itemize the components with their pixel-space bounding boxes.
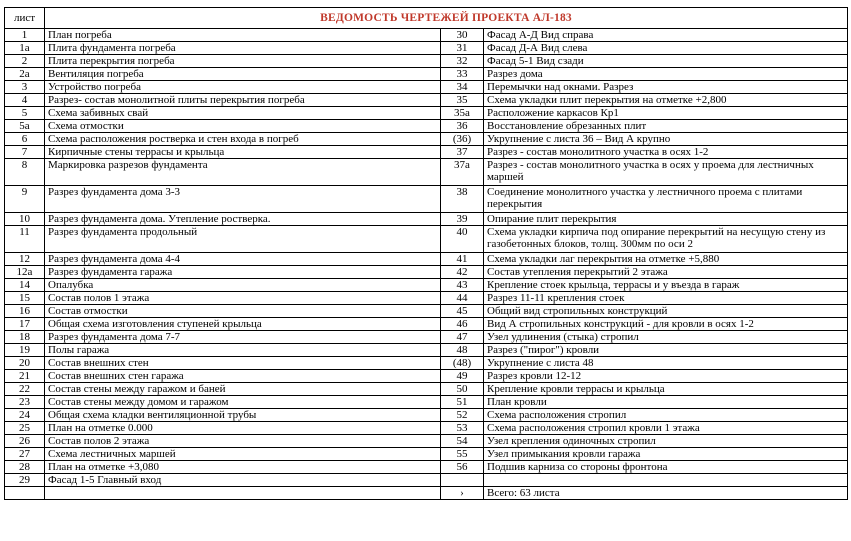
right-sheet-number: 33 <box>441 68 484 81</box>
left-sheet-number: 2 <box>5 55 45 68</box>
right-sheet-title: Расположение каркасов Кр1 <box>484 107 848 120</box>
left-sheet-title: Разрез фундамента дома. Утепление ростверка. <box>45 213 441 226</box>
left-sheet-number: 28 <box>5 461 45 474</box>
right-sheet-number <box>441 474 484 487</box>
left-sheet-title: Плита фундамента погреба <box>45 42 441 55</box>
right-sheet-title: Крепление кровли террасы и крыльца <box>484 383 848 396</box>
left-sheet-number: 4 <box>5 94 45 107</box>
left-sheet-title: Схема расположения ростверка и стен входа в погреб <box>45 133 441 146</box>
left-sheet-number: 20 <box>5 357 45 370</box>
table-row <box>5 133 848 146</box>
table-row <box>5 213 848 226</box>
right-sheet-number: 53 <box>441 422 484 435</box>
drawings-register-table <box>4 7 848 500</box>
left-sheet-number: 27 <box>5 448 45 461</box>
right-sheet-number: 45 <box>441 305 484 318</box>
right-sheet-number: 48 <box>441 344 484 357</box>
right-sheet-number: 54 <box>441 435 484 448</box>
right-sheet-number: 46 <box>441 318 484 331</box>
table-row <box>5 305 848 318</box>
right-sheet-title: Фасад А-Д Вид справа <box>484 29 848 42</box>
table-row <box>5 344 848 357</box>
left-sheet-number: 6 <box>5 133 45 146</box>
right-sheet-title: Узел примыкания кровли гаража <box>484 448 848 461</box>
left-sheet-number: 17 <box>5 318 45 331</box>
left-sheet-number: 24 <box>5 409 45 422</box>
right-sheet-number: 37 <box>441 146 484 159</box>
right-sheet-title: Опирание плит перекрытия <box>484 213 848 226</box>
table-row <box>5 292 848 305</box>
right-sheet-number: 52 <box>441 409 484 422</box>
left-sheet-number: 21 <box>5 370 45 383</box>
right-sheet-number: 40 <box>441 226 484 253</box>
table-row <box>5 435 848 448</box>
right-sheet-title: Подшив карниза со стороны фронтона <box>484 461 848 474</box>
right-sheet-number: (36) <box>441 133 484 146</box>
right-sheet-title: Схема расположения стропил кровли 1 этажа <box>484 422 848 435</box>
table-row <box>5 55 848 68</box>
right-sheet-title: Общий вид стропильных конструкций <box>484 305 848 318</box>
left-sheet-number: 12а <box>5 266 45 279</box>
right-sheet-title: Схема укладки плит перекрытия на отметке +2,800 <box>484 94 848 107</box>
table-row <box>5 409 848 422</box>
table-row <box>5 487 848 500</box>
right-sheet-number: 42 <box>441 266 484 279</box>
right-sheet-title: Разрез кровли 12-12 <box>484 370 848 383</box>
left-sheet-title: План на отметке +3,080 <box>45 461 441 474</box>
right-sheet-title: Разрез ("пирог") кровли <box>484 344 848 357</box>
table-row <box>5 383 848 396</box>
left-sheet-number: 18 <box>5 331 45 344</box>
right-sheet-number: 49 <box>441 370 484 383</box>
left-sheet-number: 16 <box>5 305 45 318</box>
left-sheet-title: Вентиляция погреба <box>45 68 441 81</box>
table-row <box>5 81 848 94</box>
right-sheet-title <box>484 474 848 487</box>
left-sheet-title: Опалубка <box>45 279 441 292</box>
left-sheet-title: Разрез фундамента продольный <box>45 226 441 253</box>
left-sheet-number: 10 <box>5 213 45 226</box>
right-sheet-title: Разрез - состав монолитного участка в осях 1-2 <box>484 146 848 159</box>
right-sheet-number: 43 <box>441 279 484 292</box>
left-sheet-title: Разрез фундамента дома 4-4 <box>45 253 441 266</box>
left-sheet-number: 26 <box>5 435 45 448</box>
right-sheet-title: Состав утепления перекрытий 2 этажа <box>484 266 848 279</box>
left-sheet-title: Фасад 1-5 Главный вход <box>45 474 441 487</box>
left-sheet-number: 8 <box>5 159 45 186</box>
left-sheet-title: Состав внешних стен гаража <box>45 370 441 383</box>
left-sheet-title: План на отметке 0.000 <box>45 422 441 435</box>
right-sheet-number: 36 <box>441 120 484 133</box>
left-sheet-number: 29 <box>5 474 45 487</box>
table-row <box>5 146 848 159</box>
left-sheet-number: 7 <box>5 146 45 159</box>
table-row <box>5 318 848 331</box>
table-row <box>5 279 848 292</box>
left-sheet-title: Разрез фундамента гаража <box>45 266 441 279</box>
table-row <box>5 370 848 383</box>
left-sheet-title: Схема отмостки <box>45 120 441 133</box>
right-sheet-title: Укрупнение с листа 48 <box>484 357 848 370</box>
register-body <box>5 29 848 500</box>
left-sheet-title: Полы гаража <box>45 344 441 357</box>
right-sheet-number: 47 <box>441 331 484 344</box>
right-sheet-number: 51 <box>441 396 484 409</box>
left-sheet-number: 1 <box>5 29 45 42</box>
left-sheet-title: Схема лестничных маршей <box>45 448 441 461</box>
right-sheet-number: 56 <box>441 461 484 474</box>
left-sheet-number: 14 <box>5 279 45 292</box>
right-sheet-title: Перемычки над окнами. Разрез <box>484 81 848 94</box>
left-sheet-number: 9 <box>5 186 45 213</box>
left-sheet-title: Разрез фундамента дома 7-7 <box>45 331 441 344</box>
left-sheet-number: 3 <box>5 81 45 94</box>
left-sheet-number: 23 <box>5 396 45 409</box>
table-row <box>5 186 848 213</box>
right-sheet-title: Узел удлинения (стыка) стропил <box>484 331 848 344</box>
right-sheet-title: Фасад Д-А Вид слева <box>484 42 848 55</box>
right-sheet-title: Вид А стропильных конструкций - для кровли в осях 1-2 <box>484 318 848 331</box>
right-sheet-number: 31 <box>441 42 484 55</box>
sheet-number-header: лист <box>5 8 45 29</box>
left-sheet-title: Состав внешних стен <box>45 357 441 370</box>
left-sheet-title: Разрез- состав монолитной плиты перекрытия погреба <box>45 94 441 107</box>
left-sheet-title: Состав стены между домом и гаражом <box>45 396 441 409</box>
right-sheet-title: Схема укладки кирпича под опирание перекрытий на несущую стену из газобетонных блоков, толщ. 300мм по оси 2 <box>484 226 848 253</box>
left-sheet-number: 22 <box>5 383 45 396</box>
right-sheet-title: Разрез - состав монолитного участка в осях у проема для лестничных маршей <box>484 159 848 186</box>
left-sheet-number <box>5 487 45 500</box>
right-sheet-number: 35а <box>441 107 484 120</box>
right-sheet-number: 50 <box>441 383 484 396</box>
left-sheet-title: Общая схема изготовления ступеней крыльца <box>45 318 441 331</box>
left-sheet-title: Кирпичные стены террасы и крыльца <box>45 146 441 159</box>
left-sheet-title: Состав стены между гаражом и баней <box>45 383 441 396</box>
table-row <box>5 42 848 55</box>
right-sheet-title: Восстановление обрезанных плит <box>484 120 848 133</box>
left-sheet-number: 11 <box>5 226 45 253</box>
table-row <box>5 68 848 81</box>
table-row <box>5 396 848 409</box>
table-row <box>5 422 848 435</box>
right-sheet-number: 41 <box>441 253 484 266</box>
left-sheet-number: 1а <box>5 42 45 55</box>
left-sheet-title: Состав полов 1 этажа <box>45 292 441 305</box>
left-sheet-title: Плита перекрытия погреба <box>45 55 441 68</box>
register-title: ВЕДОМОСТЬ ЧЕРТЕЖЕЙ ПРОЕКТА АЛ-183 <box>45 8 848 29</box>
table-row <box>5 448 848 461</box>
table-row <box>5 107 848 120</box>
right-sheet-title: Соединение монолитного участка у лестничного проема с плитами перекрытия <box>484 186 848 213</box>
right-sheet-title: Узел крепления одиночных стропил <box>484 435 848 448</box>
left-sheet-number: 2а <box>5 68 45 81</box>
left-sheet-title: Состав отмостки <box>45 305 441 318</box>
left-sheet-number: 19 <box>5 344 45 357</box>
table-row <box>5 159 848 186</box>
right-sheet-number: 39 <box>441 213 484 226</box>
right-sheet-number: 55 <box>441 448 484 461</box>
left-sheet-title: Общая схема кладки вентиляционной трубы <box>45 409 441 422</box>
right-sheet-number: 38 <box>441 186 484 213</box>
table-row <box>5 29 848 42</box>
table-row <box>5 253 848 266</box>
right-sheet-title: Фасад 5-1 Вид сзади <box>484 55 848 68</box>
right-sheet-title: Схема укладки лаг перекрытия на отметке +5,880 <box>484 253 848 266</box>
right-sheet-number: 35 <box>441 94 484 107</box>
left-sheet-number: 12 <box>5 253 45 266</box>
right-sheet-title: План кровли <box>484 396 848 409</box>
right-sheet-title: Разрез 11-11 крепления стоек <box>484 292 848 305</box>
left-sheet-number: 25 <box>5 422 45 435</box>
table-row <box>5 461 848 474</box>
left-sheet-number: 5а <box>5 120 45 133</box>
left-sheet-title: Схема забивных свай <box>45 107 441 120</box>
right-sheet-number: 30 <box>441 29 484 42</box>
right-sheet-number: 37а <box>441 159 484 186</box>
right-sheet-title: Схема расположения стропил <box>484 409 848 422</box>
right-sheet-number: 32 <box>441 55 484 68</box>
right-sheet-number: (48) <box>441 357 484 370</box>
right-sheet-number: › <box>441 487 484 500</box>
table-row <box>5 357 848 370</box>
table-row <box>5 94 848 107</box>
right-sheet-title: Разрез дома <box>484 68 848 81</box>
left-sheet-title: Состав полов 2 этажа <box>45 435 441 448</box>
left-sheet-title: Разрез фундамента дома 3-3 <box>45 186 441 213</box>
left-sheet-title: Маркировка разрезов фундамента <box>45 159 441 186</box>
right-sheet-number: 44 <box>441 292 484 305</box>
table-row <box>5 474 848 487</box>
left-sheet-title: Устройство погреба <box>45 81 441 94</box>
right-sheet-title: Крепление стоек крыльца, террасы и у въезда в гараж <box>484 279 848 292</box>
table-row <box>5 120 848 133</box>
right-sheet-number: 34 <box>441 81 484 94</box>
table-row <box>5 226 848 253</box>
table-header-row <box>5 8 848 29</box>
left-sheet-title <box>45 487 441 500</box>
table-row <box>5 266 848 279</box>
table-row <box>5 331 848 344</box>
right-sheet-title: Всего: 63 листа <box>484 487 848 500</box>
left-sheet-number: 5 <box>5 107 45 120</box>
right-sheet-title: Укрупнение с листа 36 – Вид А крупно <box>484 133 848 146</box>
left-sheet-number: 15 <box>5 292 45 305</box>
left-sheet-title: План погреба <box>45 29 441 42</box>
